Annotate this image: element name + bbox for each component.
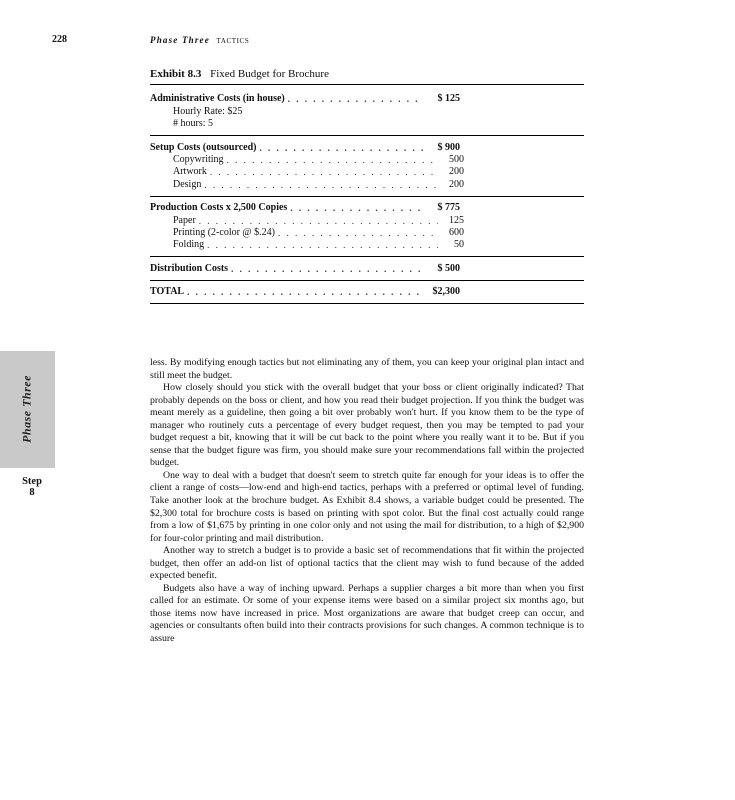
line-item-row: [150, 154, 464, 166]
line-item-row: [150, 227, 464, 239]
line-item-label: Copywriting: [173, 153, 224, 165]
leader-dots: [260, 143, 425, 154]
budget-section-distribution: [150, 260, 584, 280]
section-amount: $ 900: [437, 141, 460, 153]
body-text: [150, 357, 584, 646]
line-item-label: Paper: [173, 214, 196, 226]
leader-dots: [210, 167, 438, 178]
budget-section-production: [150, 200, 584, 258]
section-label: Distribution Costs: [150, 262, 229, 274]
section-header-row: [150, 93, 460, 105]
total-row: [150, 286, 460, 298]
body-paragraph: Another way to stretch a budget is to provide a basic set of recommendations that fit within the projected budget, then offer an add-on list of optional tactics that the client may wish to fund because of the added expected benefit.: [150, 545, 584, 582]
section-amount: $ 125: [437, 93, 460, 105]
leader-dots: [207, 240, 438, 251]
running-head-section: TACTICS: [216, 37, 250, 45]
line-item-amount: 200: [449, 178, 464, 190]
leader-dots: [199, 216, 438, 227]
line-item-amount: 600: [449, 226, 464, 238]
total-label: TOTAL: [150, 286, 185, 298]
exhibit-title: Fixed Budget for Brochure: [210, 68, 329, 80]
running-head-phase: Phase Three: [150, 35, 210, 45]
leader-dots: [227, 155, 438, 166]
line-item-row: [150, 239, 464, 251]
body-paragraph: One way to deal with a budget that doesn't seem to stretch quite far enough for your ideas is to offer the client a range of costs—low-end and high-end tactics, perhaps with a preferred or optimal level of funding. Take another look at the brochure budget. As Exhibit 8.4 shows, a variable budget could be presented. The $2,300 total for brochure costs is based on printing with spot color. But the final cost actually could range from a low of $1,675 by printing in one color only and not using the mail for distribution, to a high of $2,900 for four-color printing and mail distribution.: [150, 469, 584, 544]
exhibit-table: [150, 68, 584, 307]
line-item-row: [150, 214, 464, 226]
section-amount: $ 500: [437, 262, 460, 274]
body-paragraph: less. By modifying enough tactics but not eliminating any of them, you can keep your original plan intact and still meet the budget.: [150, 357, 584, 381]
line-item-label: Design: [173, 178, 202, 190]
line-item-label: Artwork: [173, 166, 207, 178]
section-note: Hourly Rate: $25: [173, 105, 243, 117]
leader-dots: [278, 228, 438, 239]
section-header-row: [150, 141, 460, 153]
total-amount: $2,300: [432, 286, 460, 298]
line-item-amount: 50: [454, 239, 464, 251]
section-note: # hours: 5: [173, 118, 213, 130]
line-item-amount: 500: [449, 153, 464, 165]
leader-dots: [290, 203, 424, 214]
section-label: Administrative Costs (in house): [150, 93, 285, 105]
leader-dots: [231, 264, 424, 275]
line-item-row: [150, 166, 464, 178]
side-tab-phase-label: Phase Three: [19, 375, 34, 443]
section-header-row: [150, 262, 460, 274]
running-head: [150, 35, 249, 45]
line-item-row: [150, 178, 464, 190]
budget-total: [150, 284, 584, 304]
line-item-amount: 125: [449, 214, 464, 226]
budget-section-setup: [150, 139, 584, 197]
line-item-label: Printing (2-color @ $.24): [173, 226, 275, 238]
line-item-amount: 200: [449, 166, 464, 178]
phase-side-tab: [0, 351, 55, 468]
exhibit-caption: [150, 68, 584, 85]
line-item-label: Folding: [173, 239, 205, 251]
leader-dots: [288, 94, 424, 105]
section-header-row: [150, 202, 460, 214]
leader-dots: [204, 180, 438, 191]
section-label: Production Costs x 2,500 Copies: [150, 202, 288, 214]
leader-dots: [187, 287, 424, 298]
exhibit-number: Exhibit 8.3: [150, 68, 202, 80]
section-amount: $ 775: [437, 202, 460, 214]
step-label: Step: [22, 476, 42, 487]
body-paragraph: Budgets also have a way of inching upward. Perhaps a supplier charges a bit more than when you first called for an estimate. Or some of your expense items were based on a similar project six months ago, but those items now have increased in price. Most organizations are aware that budget creep can occur, and agencies or consultants often build into their contracts provisions for such changes. A common technique is to assure: [150, 582, 584, 645]
page-number: 228: [52, 34, 67, 45]
section-label: Setup Costs (outsourced): [150, 141, 257, 153]
step-marker: [10, 476, 54, 498]
budget-section-administrative: [150, 91, 584, 136]
step-number: 8: [29, 487, 35, 498]
body-paragraph: How closely should you stick with the overall budget that your boss or client originally indicated? That probably depends on the boss or client, and how you read their budget projection. If you think the budget was meant merely as a guideline, then going a bit over probably won't hurt. If you know them to be the type of manager who routinely cuts a percentage of every budget request, then you may be tempted to pad your budget request a bit, knowing that it will be cut back to the point where you really want it to be. But if you sense that the budget figure was firm, you should make sure your recommendations fall within the projected budget.: [150, 382, 584, 469]
